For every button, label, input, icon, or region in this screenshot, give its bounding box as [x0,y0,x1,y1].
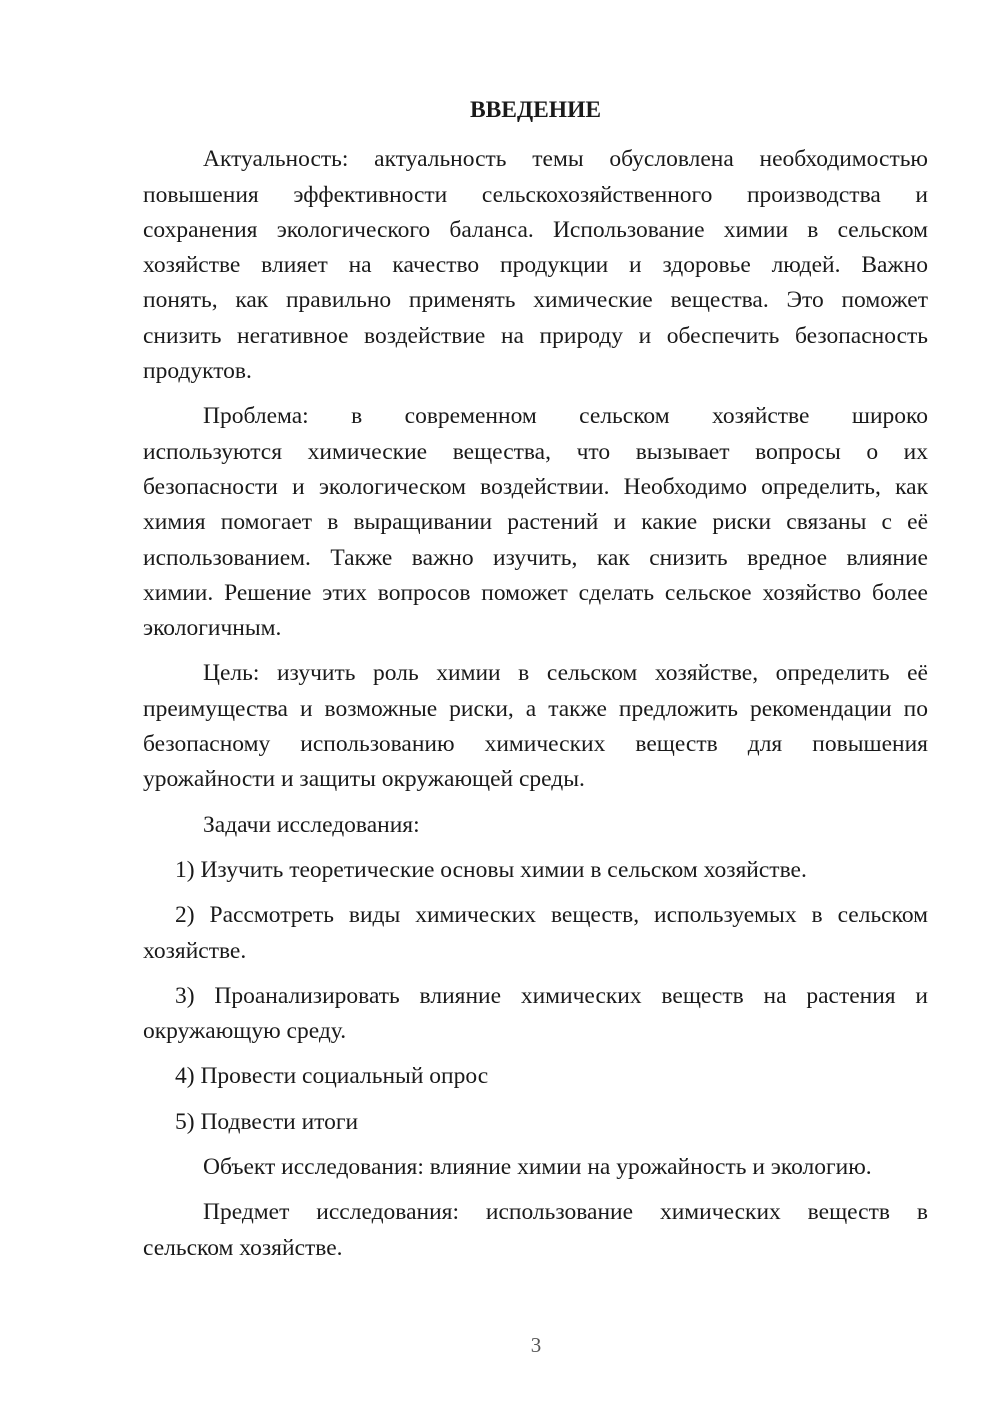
text-line: Объект исследования: влияние химии на урожайность и экологию. [203,1154,872,1181]
text-line: хозяйстве влияет на качество продукции и здоровье людей. Важно [143,252,928,279]
text-line: 5) Подвести итоги [175,1108,359,1135]
page-number: 3 [530,1333,542,1357]
text-line: безопасному использованию химических веществ для повышения [143,731,928,758]
page-body [143,93,928,1266]
paragraph [143,808,928,843]
text-line: понять, как правильно применять химические вещества. Это поможет [143,287,928,314]
text-line: 2) Рассмотреть виды химических веществ, используемых в сельском [175,902,928,929]
text-line: Цель: изучить роль химии в сельском хозяйстве, определить её [203,660,928,687]
text-line: повышения эффективности сельскохозяйственного производства и [143,181,928,208]
text-line: снизить негативное воздействие на природу и обеспечить безопасность [143,322,928,349]
text-line: 4) Провести социальный опрос [175,1063,489,1090]
paragraphs [143,142,928,1266]
paragraph [143,656,928,797]
section-title: ВВЕДЕНИЕ [469,97,602,123]
text-line: окружающую среду. [143,1018,347,1045]
text-line: сельском хозяйстве. [143,1234,343,1261]
paragraph [143,898,928,969]
text-line: экологичным. [143,615,282,642]
text-line: преимущества и возможные риски, а также предложить рекомендации по [143,695,928,722]
text-line: химии. Решение этих вопросов поможет сделать сельское хозяйство более [143,579,928,606]
text-line: безопасности и экологическом воздействии. Необходимо определить, как [143,473,928,500]
text-line: 1) Изучить теоретические основы химии в сельском хозяйстве. [175,856,807,883]
paragraph [143,142,928,389]
text-line: Актуальность: актуальность темы обусловлена необходимостью [203,146,928,173]
text-line: химия помогает в выращивании растений и какие риски связаны с её [143,509,928,536]
text-line: Задачи исследования: [203,811,420,838]
text-line: продуктов. [143,358,252,385]
text-line: Предмет исследования: использование химических веществ в [203,1199,928,1226]
paragraph [143,1105,928,1140]
paragraph [143,853,928,888]
paragraph [143,1150,928,1185]
text-line: использованием. Также важно изучить, как снизить вредное влияние [143,544,928,571]
text-line: используются химические вещества, что вызывает вопросы о их [143,438,928,465]
paragraph [143,1195,928,1266]
text-line: сохранения экологического баланса. Использование химии в сельском [143,216,928,243]
paragraph [143,399,928,646]
text-line: урожайности и защиты окружающей среды. [143,766,585,793]
text-line: хозяйстве. [143,937,247,964]
paragraph [143,1059,928,1094]
text-line: 3) Проанализировать влияние химических веществ на растения и [175,982,928,1009]
paragraph [143,979,928,1050]
text-line: Проблема: в современном сельском хозяйстве широко [203,403,928,430]
